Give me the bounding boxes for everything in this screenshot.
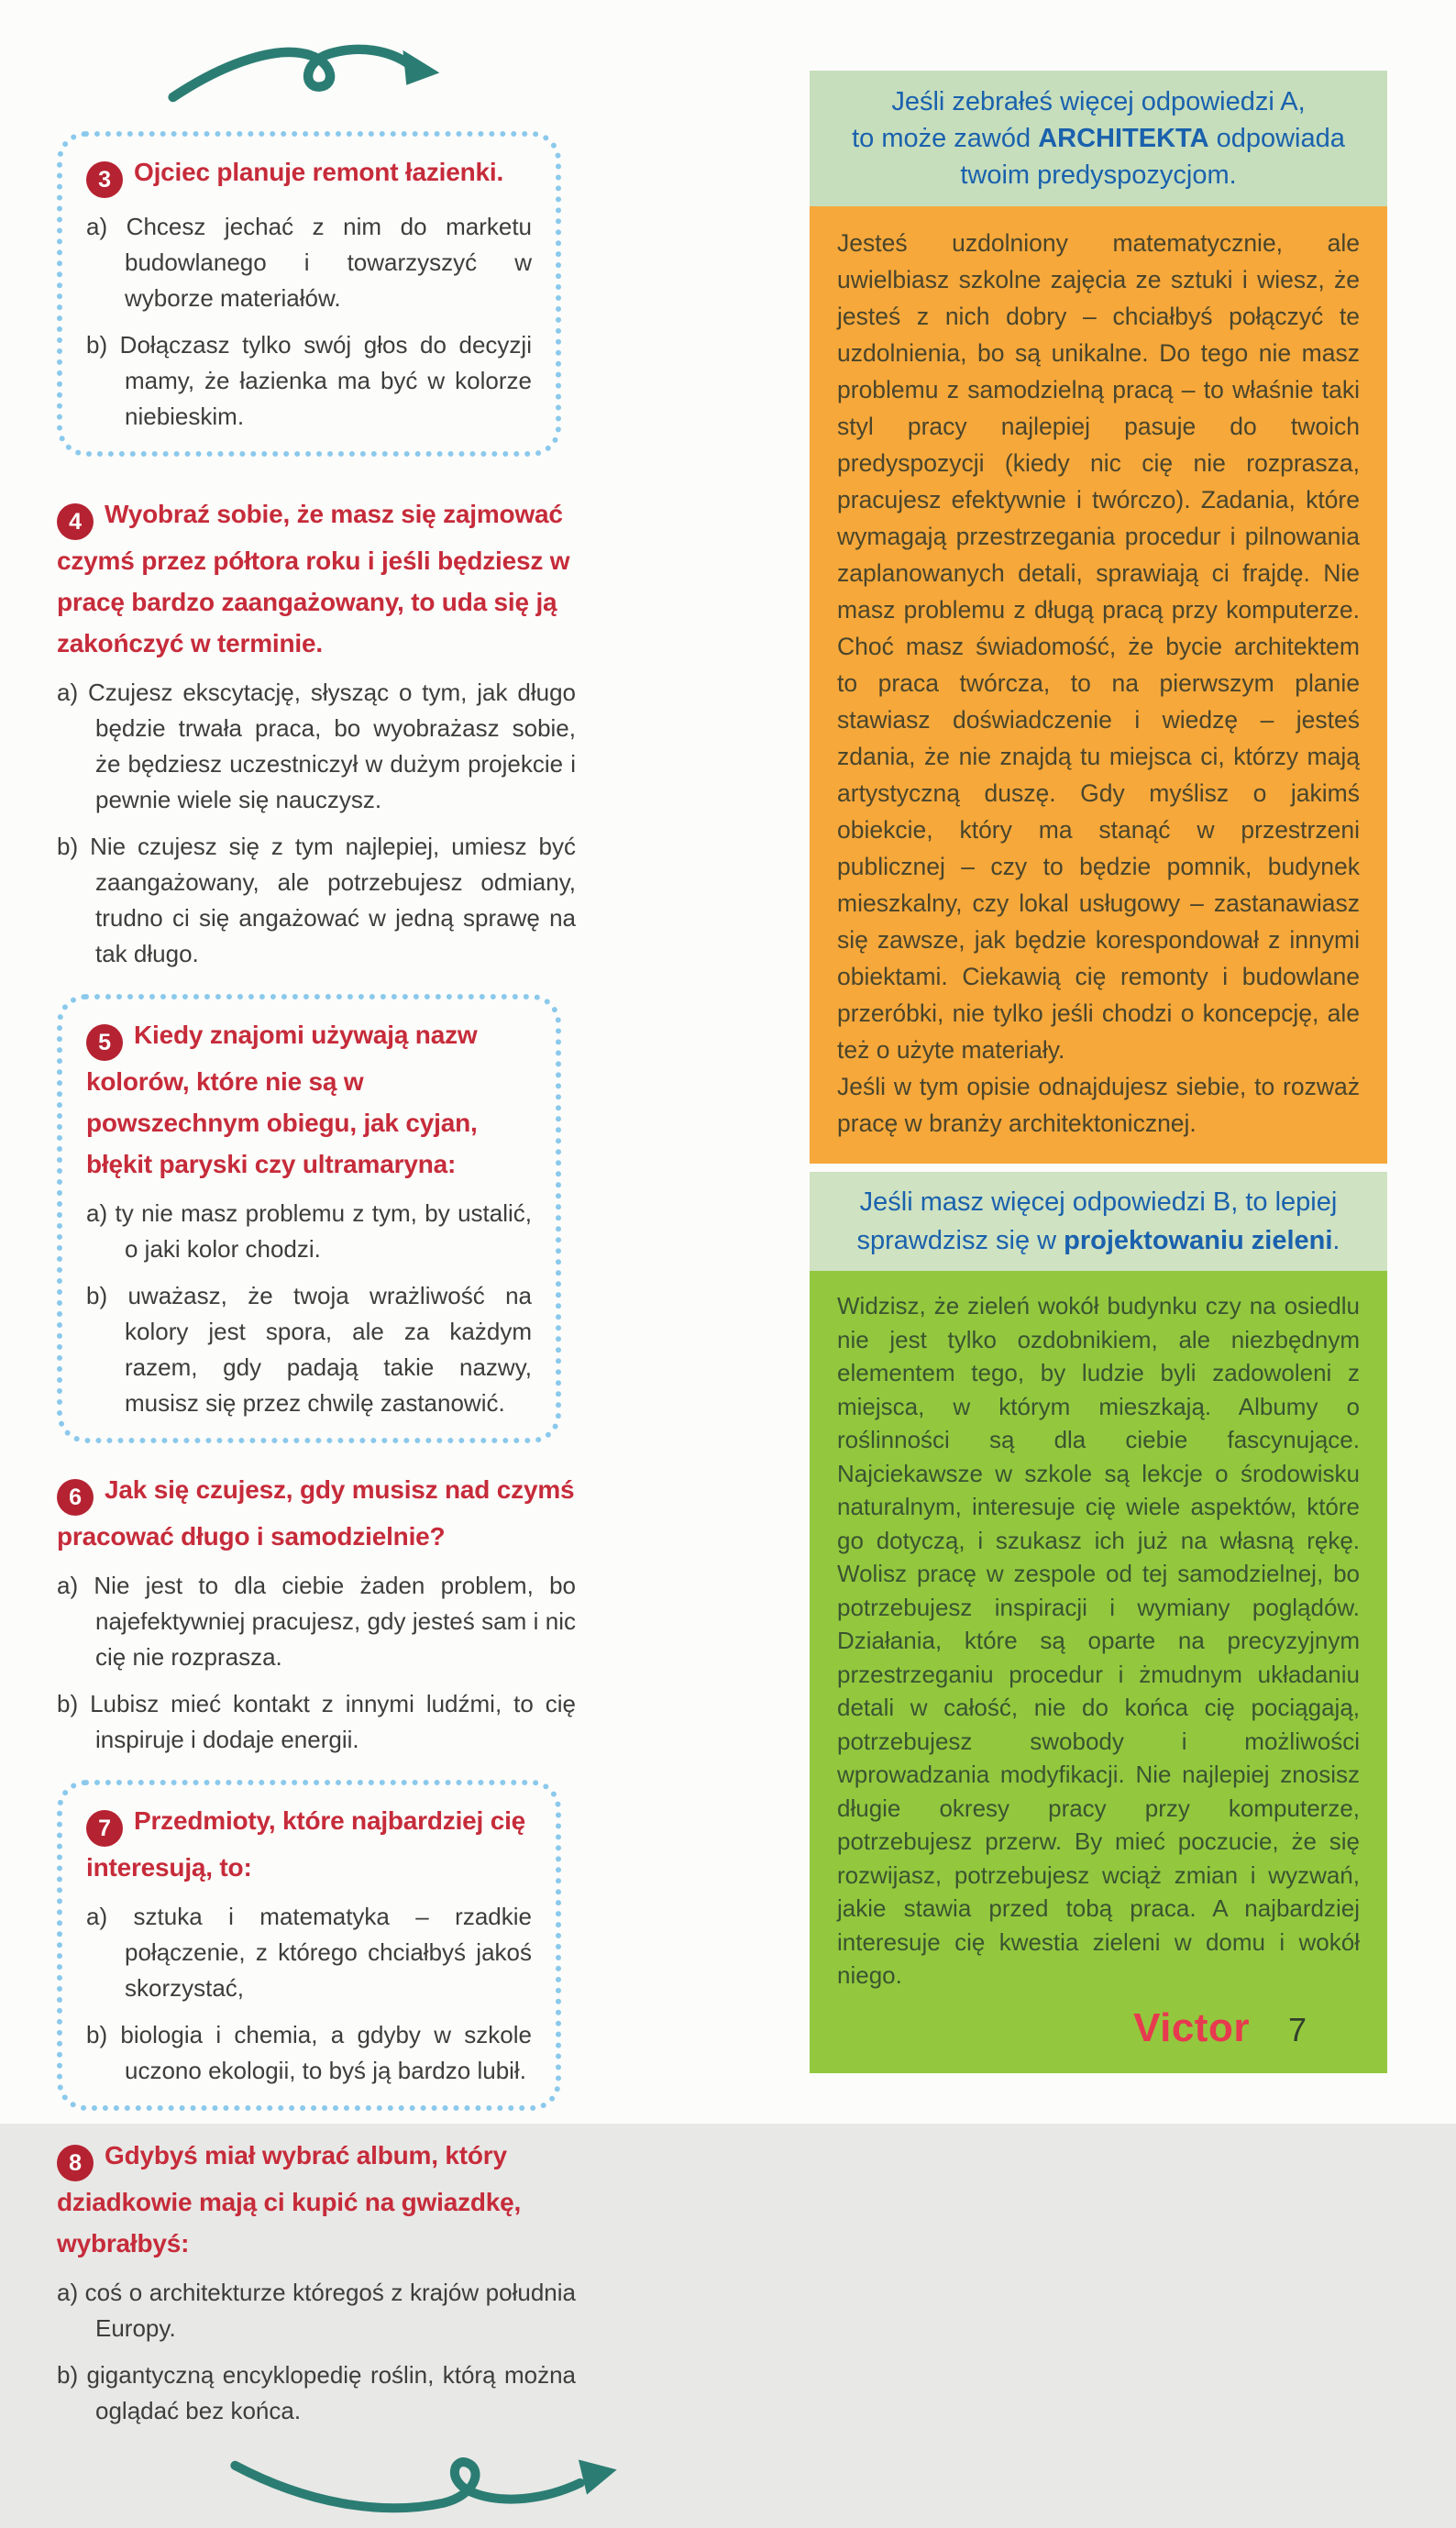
result-greenery-body: [810, 1271, 1387, 1993]
question-5-option-b: b) uważasz, że twoja wrażliwość na kolory jest spora, ale za każdym razem, gdy padają takie nazwy, musisz się przez chwilę zastanowić.: [86, 1282, 532, 1417]
architect-header-line2-pre: to może zawód: [852, 124, 1039, 153]
quiz-column: [57, 22, 576, 2528]
results-column: [810, 14, 1387, 2073]
question-7-option-a: a) sztuka i matematyka – rzadkie połączenie, z którego chciałbyś jakoś skorzystać,: [86, 1903, 532, 2002]
greenery-header-line2-pre: sprawdzisz się w: [856, 1226, 1064, 1255]
page-footer: [810, 1993, 1387, 2070]
architect-header-line2: [826, 120, 1371, 157]
question-3-number-badge: 3: [86, 161, 123, 198]
greenery-profession-name: projektowaniu zieleni: [1064, 1226, 1333, 1255]
architect-paragraph-2: Jeśli w tym opisie odnajdujesz siebie, to rozważ pracę w branży architektonicznej.: [837, 1073, 1360, 1137]
question-4: [57, 493, 576, 972]
question-3-option-b: b) Dołączasz tylko swój głos do decyzji mamy, że łazienka ma być w kolorze niebieskim.: [86, 331, 532, 430]
question-box-5: [57, 994, 561, 1443]
question-7-title: [86, 1800, 532, 1888]
bottom-curved-arrow-icon: [211, 2436, 651, 2528]
question-4-option-a: a) Czujesz ekscytację, słysząc o tym, jak długo będzie trwała praca, bo wyobrażasz sobie, że będziesz uczestniczył w dużym projekcie i pewnie wiele się nauczysz.: [57, 679, 576, 813]
question-5-title-text: Kiedy znajomi używają nazw kolorów, które nie są w powszechnym obiegu, jak cyjan, błękit paryski czy ultramaryna:: [86, 1021, 478, 1178]
question-6-title-text: Jak się czujesz, gdy musisz nad czymś pracować długo i samodzielnie?: [57, 1475, 575, 1551]
question-8-title: [57, 2135, 576, 2264]
question-5-title: [86, 1014, 532, 1185]
question-3-option-a: a) Chcesz jechać z nim do marketu budowlanego i towarzyszyć w wyborze materiałów.: [86, 213, 532, 312]
top-curved-arrow-icon: [160, 28, 453, 115]
result-architect-box: [810, 71, 1387, 1164]
greenery-paragraph-1: Widzisz, że zieleń wokół budynku czy na osiedlu nie jest tylko ozdobnikiem, ale niezbędnym elementem tego, by ludzie byli zadowoleni z miejsca, w którym mieszkają. Albumy o roślinności są dla ciebie fascynujące. Najciekawsze w szkole są lekcje o środowisku naturalnym, interesuje cię wiele aspektów, które go dotyczą, i szukasz ich już na własną rękę. Wolisz pracę w zespole od tej samodzielnej, bo potrzebujesz inspiracji i wymiany poglądów. Działania, które są oparte na precyzyjnym przestrzeganiu procedur i żmudnym układaniu detali w całość, nie do końca cię pociągają, potrzebujesz swobody i możliwości wprowadzania modyfikacji. Nie najlepiej znosisz długie okresy pracy przy komputerze, potrzebujesz przerw. By mieć poczucie, że się rozwijasz, potrzebujesz wciąż zmian i wyzwań, jakie stawia przed tobą praca. A najbardziej interesuje cię kwestia zieleni w domu i wokół niego.: [837, 1292, 1360, 1989]
question-6-title: [57, 1469, 576, 1557]
question-8-number-badge: 8: [57, 2145, 94, 2181]
question-4-title: [57, 493, 576, 664]
question-7-number-badge: 7: [86, 1810, 123, 1847]
question-5-option-a: a) ty nie masz problemu z tym, by ustalić, o jaki kolor chodzi.: [86, 1199, 532, 1263]
question-4-number-badge: 4: [57, 503, 94, 540]
greenery-header-line1: Jeśli masz więcej odpowiedzi B, to lepiej: [859, 1187, 1338, 1217]
question-3-title: [86, 151, 532, 198]
question-3-title-text: Ojciec planuje remont łazienki.: [134, 158, 504, 186]
architect-header-line2-post: odpowiada: [1208, 124, 1345, 153]
question-6: [57, 1469, 576, 1758]
question-6-option-b: b) Lubisz mieć kontakt z innymi ludźmi, to cię inspiruje i dodaje energii.: [57, 1690, 576, 1753]
question-6-number-badge: 6: [57, 1479, 94, 1516]
result-greenery-header: [810, 1172, 1387, 1271]
architect-header-line3: twoim predyspozycjom.: [960, 160, 1237, 190]
greenery-header-line2: [826, 1221, 1371, 1260]
result-architect-header: [810, 71, 1387, 206]
greenery-header-line2-post: .: [1332, 1226, 1340, 1255]
architect-paragraph-1: Jesteś uzdolniony matematycznie, ale uwielbiasz szkolne zajęcia ze sztuki i wiesz, że jesteś z nich dobry – chciałbyś połączyć te uzdolnienia, bo są unikalne. Do tego nie masz problemu z samodzielną pracą – to właśnie taki styl pracy najlepiej pasuje do twoich predyspozycji (kiedy nic cię nie rozprasza, pracujesz efektywnie i twórczo). Zadania, które wymagają przestrzegania procedur i pilnowania zaplanowanych detali, sprawiają ci frajdę. Nie masz problemu z długą pracą przy komputerze. Choć masz świadomość, że bycie architektem to praca twórcza, to na pierwszym planie stawiasz doświadczenie i wiedzę – jesteś zdania, że nie znajdą tu miejsca ci, którzy mają artystyczną duszę. Gdy myślisz o jakimś obiekcie, który ma stanąć w przestrzeni publicznej – czy to będzie pomnik, budynek mieszkalny, czy lokal usługowy – zastanawiasz się zawsze, jak będzie korespondował z innymi obiektami. Ciekawią cię remonty i budowlane przeróbki, nie tylko jeśli chodzi o koncepcję, ale też o użyte materiały.: [837, 229, 1360, 1064]
question-4-title-text: Wyobraź sobie, że masz się zajmować czymś przez półtora roku i jeśli będziesz w pracę bardzo zaangażowany, to uda się ją zakończyć w terminie.: [57, 500, 570, 657]
architect-profession-name: ARCHITEKTA: [1038, 124, 1209, 153]
question-8-option-b: b) gigantyczną encyklopedię roślin, którą można oglądać bez końca.: [57, 2361, 576, 2424]
question-box-3: [57, 131, 561, 457]
question-8-title-text: Gdybyś miał wybrać album, który dziadkowie mają ci kupić na gwiazdkę, wybrałbyś:: [57, 2141, 522, 2258]
question-7-option-b: b) biologia i chemia, a gdyby w szkole uczono ekologii, to byś ją bardzo lubił.: [86, 2021, 532, 2084]
question-4-option-b: b) Nie czujesz się z tym najlepiej, umiesz być zaangażowany, ale potrzebujesz odmiany, trudno ci się angażować w jedną sprawę na tak długo.: [57, 833, 576, 967]
question-box-7: [57, 1780, 561, 2111]
question-6-option-a: a) Nie jest to dla ciebie żaden problem, bo najefektywniej pracujesz, gdy jesteś sam i nic cię nie rozprasza.: [57, 1572, 576, 1671]
question-8-option-a: a) coś o architekturze któregoś z krajów południa Europy.: [57, 2279, 576, 2342]
architect-header-line1: Jeśli zebrałeś więcej odpowiedzi A,: [891, 87, 1306, 116]
question-5-number-badge: 5: [86, 1024, 123, 1061]
page-number: 7: [1287, 2010, 1307, 2048]
victor-logo: Victor: [1133, 2004, 1250, 2050]
result-architect-body: [810, 206, 1387, 1142]
result-greenery-box: [810, 1172, 1387, 2073]
question-7-title-text: Przedmioty, które najbardziej cię interesują, to:: [86, 1806, 526, 1882]
question-8: [57, 2135, 576, 2429]
